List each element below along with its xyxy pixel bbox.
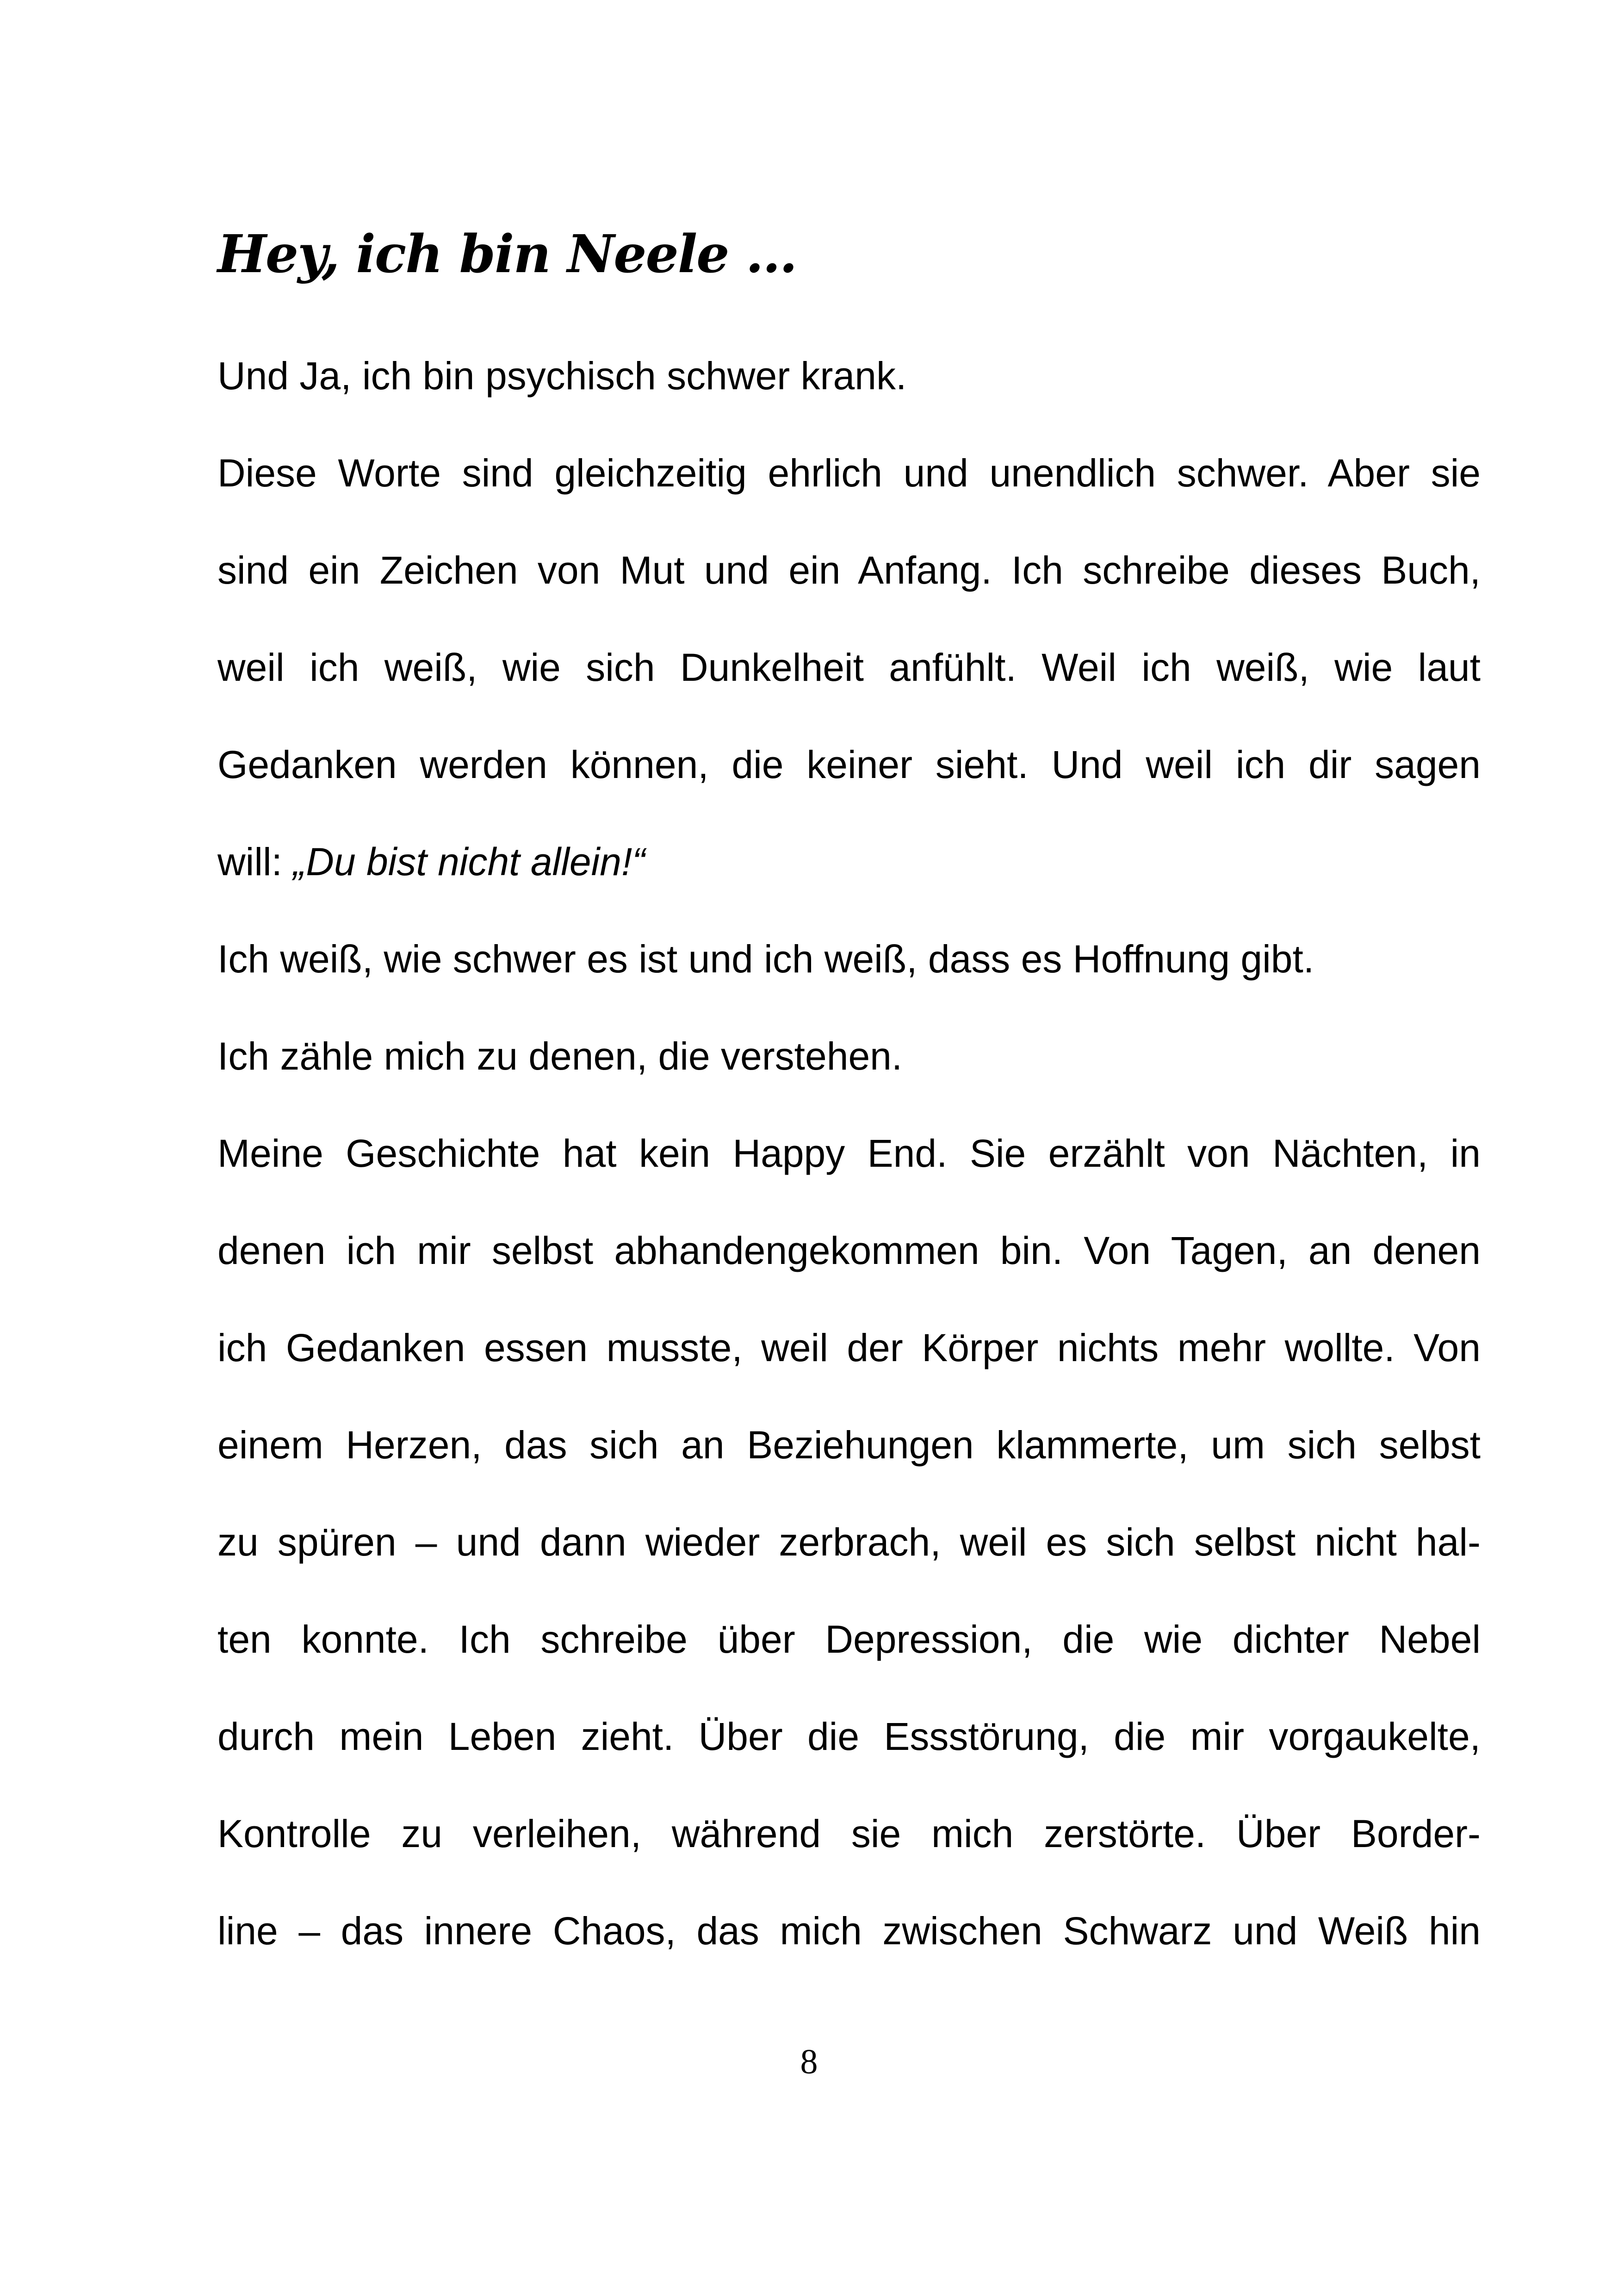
- text-line: sind ein Zeichen von Mut und ein Anfang. Ich schreibe dieses Buch,: [217, 548, 1481, 592]
- chapter-heading: Hey, ich bin Neele …: [217, 224, 797, 285]
- text-line: Ich weiß, wie schwer es ist und ich weiß, dass es Hoffnung gibt.: [217, 937, 1314, 981]
- text-line: weil ich weiß, wie sich Dunkelheit anfühlt. Weil ich weiß, wie laut: [217, 646, 1481, 689]
- text-line: einem Herzen, das sich an Beziehungen klammerte, um sich selbst: [217, 1423, 1481, 1467]
- text-line: Gedanken werden können, die keiner sieht. Und weil ich dir sagen: [217, 743, 1481, 786]
- text-line: denen ich mir selbst abhandengekommen bin. Von Tagen, an denen: [217, 1229, 1481, 1272]
- text-line: ich Gedanken essen musste, weil der Körper nichts mehr wollte. Von: [217, 1326, 1481, 1369]
- text-line: [217, 834, 1481, 890]
- quote-text: „Du bist nicht allein!“: [293, 840, 645, 884]
- text-line: ten konnte. Ich schreibe über Depression, die wie dichter Nebel: [217, 1618, 1481, 1661]
- text-line-lead: will:: [217, 840, 293, 884]
- text-line: zu spüren – und dann wieder zerbrach, weil es sich selbst nicht hal-: [217, 1520, 1481, 1564]
- text-line: Und Ja, ich bin psychisch schwer krank.: [217, 354, 907, 398]
- text-line: Diese Worte sind gleichzeitig ehrlich und unendlich schwer. Aber sie: [217, 451, 1481, 495]
- text-line: line – das innere Chaos, das mich zwischen Schwarz und Weiß hin: [217, 1909, 1481, 1953]
- text-line: Meine Geschichte hat kein Happy End. Sie erzählt von Nächten, in: [217, 1132, 1481, 1175]
- text-line: Kontrolle zu verleihen, während sie mich zerstörte. Über Border-: [217, 1812, 1481, 1855]
- text-line: Ich zähle mich zu denen, die verstehen.: [217, 1034, 903, 1078]
- page-number: 8: [800, 2042, 818, 2081]
- text-line: durch mein Leben zieht. Über die Essstörung, die mir vorgaukelte,: [217, 1715, 1481, 1758]
